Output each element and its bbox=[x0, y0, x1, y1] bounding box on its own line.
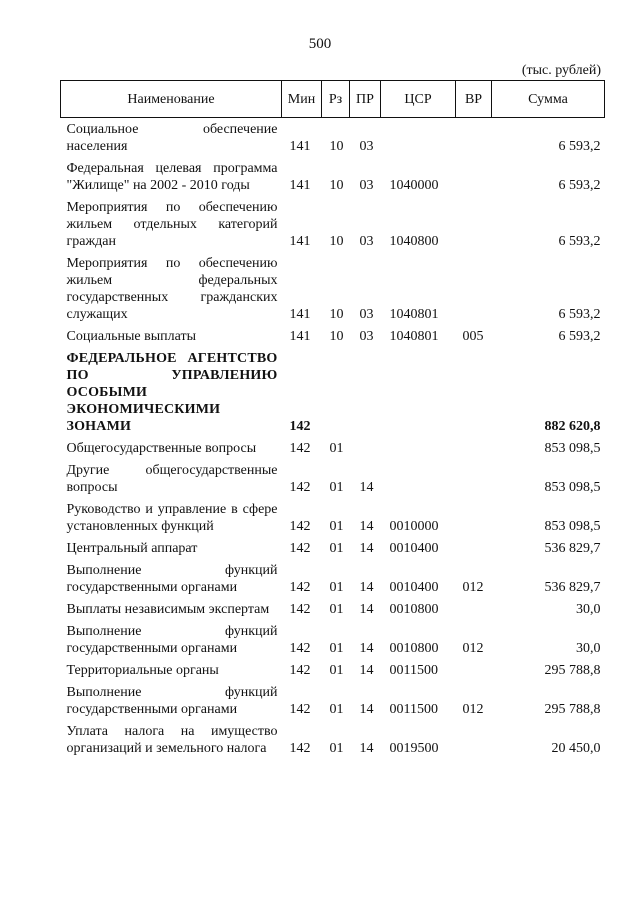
page-number: 500 bbox=[308, 36, 332, 52]
cell-csr: 0010000 bbox=[389, 519, 439, 534]
cell-pr: 03 bbox=[359, 307, 374, 322]
cell-vr bbox=[456, 498, 492, 537]
cell-min: 141 bbox=[289, 178, 311, 193]
cell-vr bbox=[456, 252, 492, 325]
cell-pr: 14 bbox=[359, 602, 374, 617]
header-min: Мин bbox=[282, 81, 322, 118]
cell-csr: 0011500 bbox=[389, 663, 438, 678]
cell-csr: 1040801 bbox=[389, 307, 439, 322]
cell-sum: 536 829,7 bbox=[544, 580, 601, 595]
cell-name: Мероприятия по обеспечению жильем отдельных категорий граждан bbox=[66, 200, 278, 249]
units-note: (тыс. рублей) bbox=[521, 63, 601, 78]
table-row bbox=[61, 196, 605, 252]
cell-pr: 14 bbox=[359, 519, 374, 534]
cell-pr: 14 bbox=[359, 480, 374, 495]
table-row bbox=[61, 537, 605, 559]
cell-pr: 03 bbox=[359, 234, 374, 249]
cell-rz: 01 bbox=[329, 580, 344, 595]
cell-name: Уплата налога на имущество организаций и земельного налога bbox=[66, 724, 278, 756]
table-row bbox=[61, 720, 605, 759]
cell-name: Федеральная целевая программа "Жилище" на 2002 - 2010 годы bbox=[66, 161, 278, 193]
cell-sum: 853 098,5 bbox=[544, 519, 601, 534]
header-csr: ЦСР bbox=[381, 81, 456, 118]
table-row bbox=[61, 659, 605, 681]
cell-min: 142 bbox=[289, 419, 311, 434]
cell-name: Социальное обеспечение населения bbox=[66, 122, 278, 154]
cell-rz: 10 bbox=[329, 307, 344, 322]
cell-pr: 03 bbox=[359, 178, 374, 193]
cell-vr: 005 bbox=[462, 329, 484, 344]
cell-rz: 10 bbox=[329, 139, 344, 154]
cell-csr: 0010400 bbox=[389, 541, 439, 556]
cell-sum: 853 098,5 bbox=[544, 441, 601, 456]
cell-sum: 6 593,2 bbox=[558, 178, 601, 193]
cell-sum: 30,0 bbox=[576, 641, 601, 656]
header-vr: ВР bbox=[456, 81, 492, 118]
cell-vr bbox=[456, 459, 492, 498]
budget-table bbox=[60, 80, 605, 759]
cell-csr: 1040800 bbox=[389, 234, 439, 249]
cell-min: 141 bbox=[289, 307, 311, 322]
cell-min: 142 bbox=[289, 480, 311, 495]
cell-min: 142 bbox=[289, 441, 311, 456]
cell-pr bbox=[350, 347, 381, 437]
cell-name: Общегосударственные вопросы bbox=[66, 441, 257, 456]
table-body bbox=[61, 118, 605, 760]
table-header-row bbox=[61, 81, 605, 118]
cell-rz bbox=[322, 347, 350, 437]
cell-vr: 012 bbox=[462, 641, 484, 656]
cell-pr: 14 bbox=[359, 702, 374, 717]
cell-pr: 14 bbox=[359, 541, 374, 556]
cell-sum: 882 620,8 bbox=[544, 419, 601, 434]
cell-rz: 01 bbox=[329, 663, 344, 678]
cell-name: Другие общегосударственные вопросы bbox=[66, 463, 278, 495]
cell-rz: 10 bbox=[329, 234, 344, 249]
cell-min: 142 bbox=[289, 663, 311, 678]
table-row bbox=[61, 459, 605, 498]
cell-min: 142 bbox=[289, 702, 311, 717]
table-row bbox=[61, 252, 605, 325]
cell-min: 141 bbox=[289, 139, 311, 154]
table-row bbox=[61, 681, 605, 720]
cell-rz: 01 bbox=[329, 519, 344, 534]
cell-pr: 14 bbox=[359, 663, 374, 678]
cell-name: Мероприятия по обеспечению жильем федеральных государственных гражданских служащих bbox=[66, 256, 278, 322]
header-pr: ПР bbox=[350, 81, 381, 118]
cell-sum: 6 593,2 bbox=[558, 307, 601, 322]
cell-rz: 01 bbox=[329, 741, 344, 756]
cell-sum: 853 098,5 bbox=[544, 480, 601, 495]
cell-sum: 536 829,7 bbox=[544, 541, 601, 556]
cell-csr: 0019500 bbox=[389, 741, 439, 756]
cell-vr: 012 bbox=[462, 702, 484, 717]
cell-vr bbox=[456, 157, 492, 196]
cell-sum: 295 788,8 bbox=[544, 702, 601, 717]
cell-csr bbox=[381, 437, 456, 459]
cell-sum: 6 593,2 bbox=[558, 329, 601, 344]
cell-min: 142 bbox=[289, 641, 311, 656]
cell-name: Выполнение функций государственными органами bbox=[66, 624, 278, 656]
cell-rz: 01 bbox=[329, 541, 344, 556]
cell-csr: 0010800 bbox=[389, 641, 439, 656]
cell-rz: 01 bbox=[329, 480, 344, 495]
cell-name: Руководство и управление в сфере установленных функций bbox=[66, 502, 278, 534]
cell-sum: 6 593,2 bbox=[558, 139, 601, 154]
header-sum: Сумма bbox=[492, 81, 605, 118]
cell-vr bbox=[456, 196, 492, 252]
table-row bbox=[61, 118, 605, 158]
cell-csr: 0010400 bbox=[389, 580, 439, 595]
cell-pr bbox=[350, 437, 381, 459]
cell-vr bbox=[456, 659, 492, 681]
cell-pr: 03 bbox=[359, 329, 374, 344]
cell-rz: 01 bbox=[329, 641, 344, 656]
table-row bbox=[61, 620, 605, 659]
table-row bbox=[61, 347, 605, 437]
cell-vr bbox=[456, 437, 492, 459]
cell-name: ФЕДЕРАЛЬНОЕ АГЕНТСТВО ПО УПРАВЛЕНИЮ ОСОБЫМИ ЭКОНОМИЧЕСКИМИ ЗОНАМИ bbox=[66, 351, 278, 434]
cell-name: Территориальные органы bbox=[66, 663, 219, 678]
cell-csr bbox=[381, 118, 456, 158]
cell-csr: 1040000 bbox=[389, 178, 439, 193]
cell-rz: 01 bbox=[329, 602, 344, 617]
cell-min: 142 bbox=[289, 519, 311, 534]
cell-rz: 10 bbox=[329, 178, 344, 193]
table-row bbox=[61, 598, 605, 620]
header-name: Наименование bbox=[61, 81, 282, 118]
cell-min: 142 bbox=[289, 541, 311, 556]
cell-pr: 14 bbox=[359, 641, 374, 656]
cell-pr: 03 bbox=[359, 139, 374, 154]
cell-name: Социальные выплаты bbox=[66, 329, 197, 344]
cell-pr: 14 bbox=[359, 741, 374, 756]
cell-rz: 01 bbox=[329, 441, 344, 456]
table-row bbox=[61, 437, 605, 459]
cell-sum: 30,0 bbox=[576, 602, 601, 617]
cell-min: 142 bbox=[289, 741, 311, 756]
cell-name: Выполнение функций государственными органами bbox=[66, 685, 278, 717]
cell-name: Выплаты независимым экспертам bbox=[66, 602, 270, 617]
cell-min: 141 bbox=[289, 234, 311, 249]
table-row bbox=[61, 325, 605, 347]
cell-rz: 10 bbox=[329, 329, 344, 344]
cell-vr bbox=[456, 537, 492, 559]
cell-min: 142 bbox=[289, 602, 311, 617]
cell-csr: 0011500 bbox=[389, 702, 438, 717]
cell-csr bbox=[381, 459, 456, 498]
cell-name: Центральный аппарат bbox=[66, 541, 198, 556]
cell-min: 141 bbox=[289, 329, 311, 344]
table-row bbox=[61, 559, 605, 598]
cell-csr: 0010800 bbox=[389, 602, 439, 617]
cell-min: 142 bbox=[289, 580, 311, 595]
cell-sum: 6 593,2 bbox=[558, 234, 601, 249]
cell-vr bbox=[456, 118, 492, 158]
table-row bbox=[61, 498, 605, 537]
header-rz: Рз bbox=[322, 81, 350, 118]
cell-sum: 20 450,0 bbox=[551, 741, 601, 756]
cell-csr bbox=[381, 347, 456, 437]
cell-pr: 14 bbox=[359, 580, 374, 595]
cell-rz: 01 bbox=[329, 702, 344, 717]
cell-vr bbox=[456, 598, 492, 620]
cell-vr bbox=[456, 347, 492, 437]
cell-sum: 295 788,8 bbox=[544, 663, 601, 678]
table-row bbox=[61, 157, 605, 196]
cell-vr: 012 bbox=[462, 580, 484, 595]
cell-name: Выполнение функций государственными органами bbox=[66, 563, 278, 595]
cell-vr bbox=[456, 720, 492, 759]
cell-csr: 1040801 bbox=[389, 329, 439, 344]
